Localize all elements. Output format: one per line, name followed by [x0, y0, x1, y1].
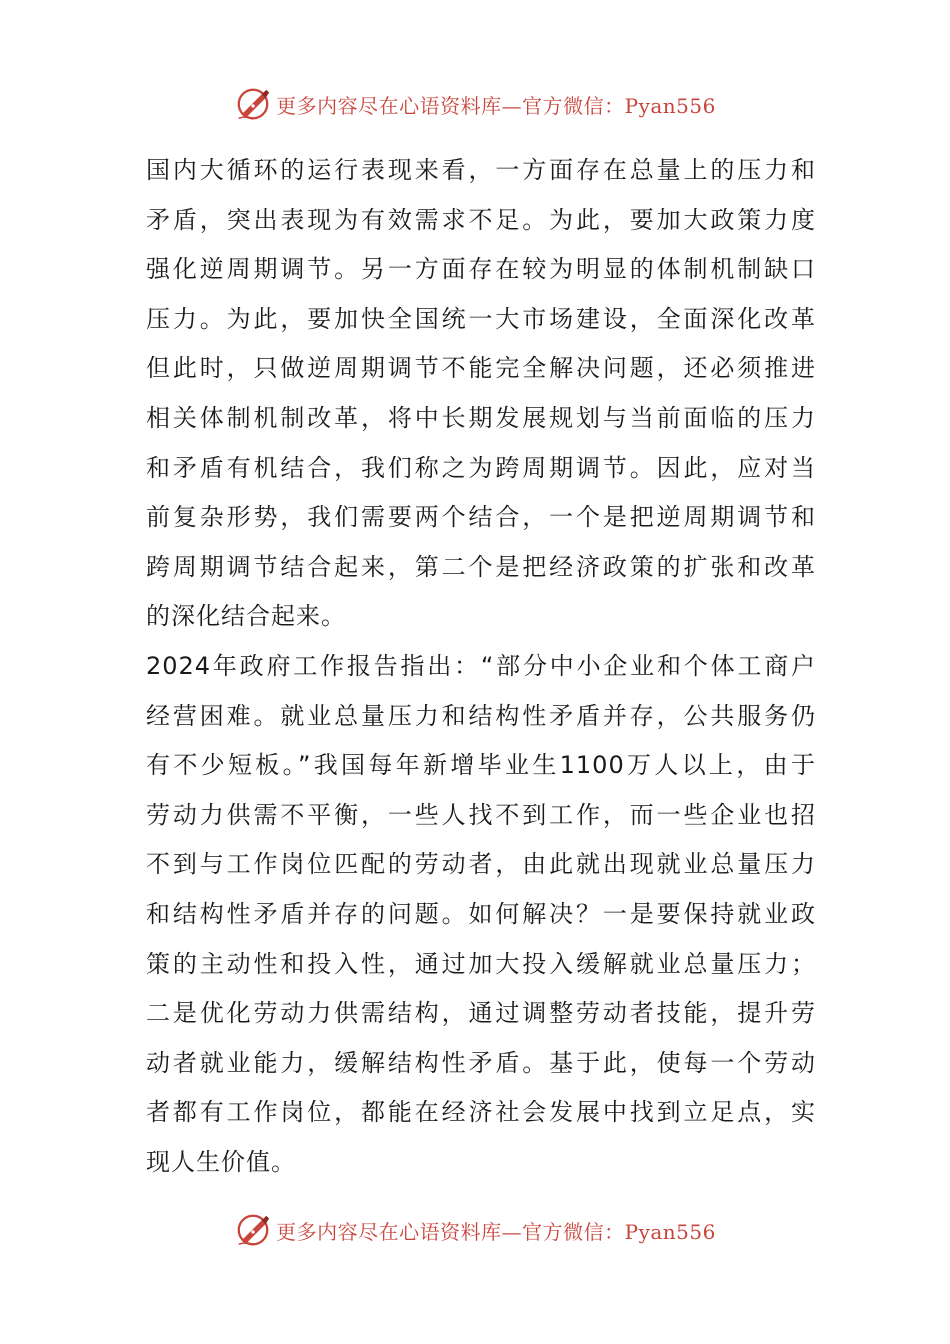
text-line: 和结构性矛盾并存的问题。如何解决？一是要保持就业政 [146, 899, 816, 928]
pen-nib-logo [234, 1211, 272, 1249]
text-line: 二是优化劳动力供需结构，通过调整劳动者技能，提升劳 [146, 999, 816, 1028]
footer-banner-text: 更多内容尽在心语资料库—官方微信：Pyan556 [276, 1219, 716, 1244]
text-line: 不到与工作岗位匹配的劳动者，由此就出现就业总量压力 [146, 850, 816, 879]
text-line: 2024年政府工作报告指出：“部分中小企业和个体工商户 [146, 651, 816, 680]
text-line: 强化逆周期调节。另一方面存在较为明显的体制机制缺口 [146, 255, 816, 284]
text-line: 压力。为此，要加快全国统一大市场建设，全面深化改革 [146, 304, 816, 333]
text-line: 矛盾，突出表现为有效需求不足。为此，要加大政策力度 [146, 205, 816, 234]
text-line: 跨周期调节结合起来，第二个是把经济政策的扩张和改革 [146, 552, 816, 581]
text-line: 的深化结合起来。 [146, 602, 346, 631]
header-banner [0, 84, 950, 124]
text-line: 相关体制机制改革，将中长期发展规划与当前面临的压力 [146, 403, 816, 432]
text-line: 经营困难。就业总量压力和结构性矛盾并存，公共服务仍 [146, 701, 816, 730]
header-banner-text: 更多内容尽在心语资料库—官方微信：Pyan556 [276, 93, 716, 118]
text-line: 前复杂形势，我们需要两个结合，一个是把逆周期调节和 [146, 503, 816, 532]
text-line: 劳动力供需不平衡，一些人找不到工作，而一些企业也招 [146, 800, 816, 829]
text-line: 和矛盾有机结合，我们称之为跨周期调节。因此，应对当 [146, 453, 816, 482]
paragraph-2 [146, 642, 816, 1188]
paragraph-1 [146, 146, 816, 642]
text-line: 者都有工作岗位，都能在经济社会发展中找到立足点，实 [146, 1098, 816, 1127]
text-line: 国内大循环的运行表现来看，一方面存在总量上的压力和 [146, 156, 816, 184]
text-line: 有不少短板。”我国每年新增毕业生1100万人以上，由于 [146, 751, 816, 780]
text-line: 但此时，只做逆周期调节不能完全解决问题，还必须推进 [146, 354, 816, 383]
footer-banner [0, 1210, 950, 1250]
text-line: 现人生价值。 [146, 1147, 296, 1176]
pen-nib-logo [234, 85, 272, 123]
document-body [146, 146, 816, 1187]
text-line: 策的主动性和投入性，通过加大投入缓解就业总量压力； [146, 949, 816, 978]
text-line: 动者就业能力，缓解结构性矛盾。基于此，使每一个劳动 [146, 1048, 816, 1077]
